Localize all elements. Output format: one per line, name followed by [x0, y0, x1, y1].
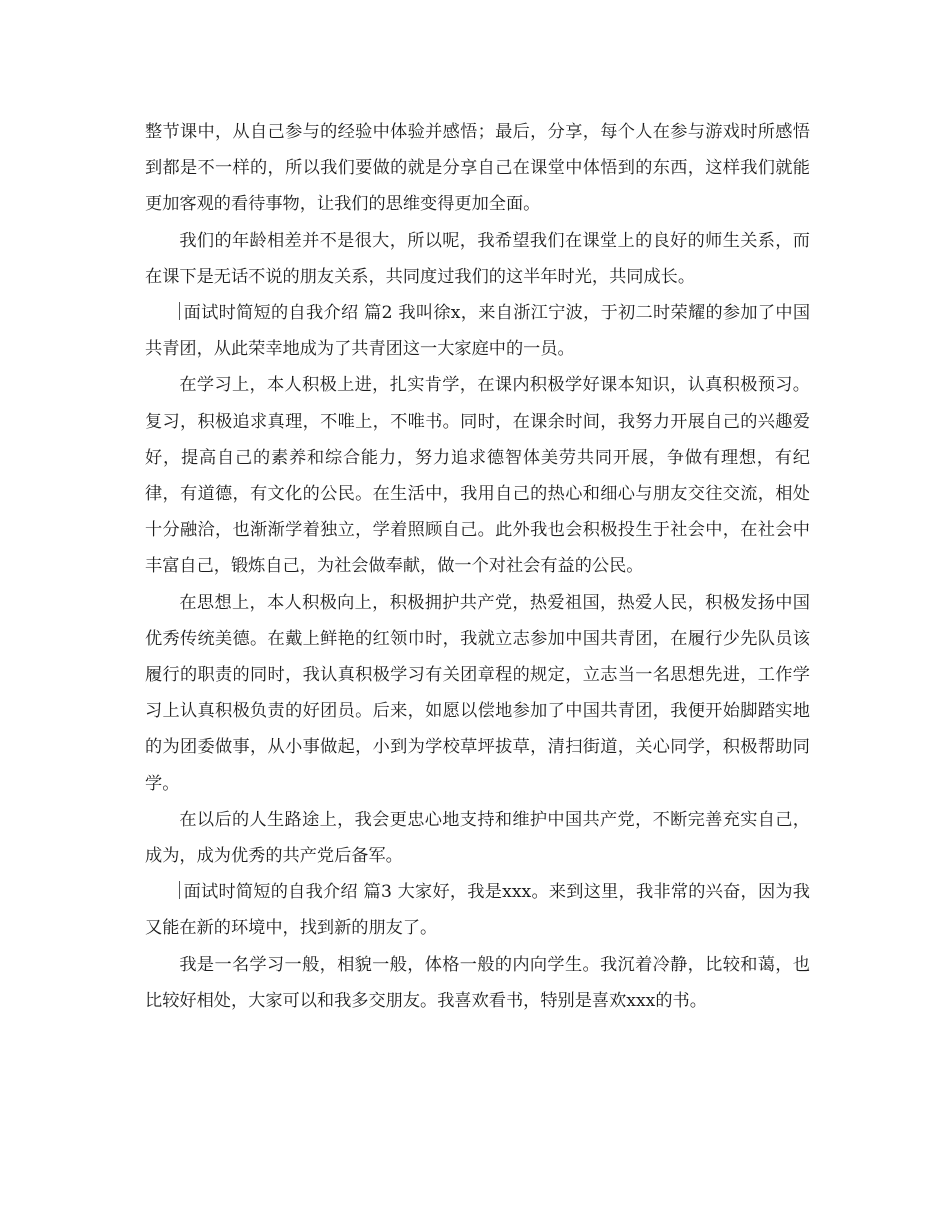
- paragraph-text: 我们的年龄相差并不是很大，所以呢，我希望我们在课堂上的良好的师生关系，而在课下是无话不说的朋友关系，共同度过我们的这半年时光，共同成长。: [145, 230, 810, 287]
- paragraph-age: [145, 223, 810, 295]
- paragraph-text: 在学习上，本人积极上进，扎实肯学，在课内积极学好课本知识，认真积极预习。复习，积极追求真理，不唯上，不唯书。同时，在课余时间，我努力开展自己的兴趣爱好，提高自己的素养和综合能力，努力追求德智体美劳共同开展，争做有理想，有纪律，有道德，有文化的公民。在生活中，我用自己的热心和细心与朋友交往交流，相处十分融洽，也渐渐学着独立，学着照顾自己。此外我也会积极投生于社会中，在社会中丰富自己，锻炼自己，为社会做奉献，做一个对社会有益的公民。: [145, 375, 810, 577]
- paragraph-text: 在思想上，本人积极向上，积极拥护共产党，热爱祖国，热爱人民，积极发扬中国优秀传统美德。在戴上鲜艳的红领巾时，我就立志参加中国共青团，在履行少先队员该履行的职责的同时，我认真积极学习有关团章程的规定，立志当一名思想先进，工作学习上认真积极负责的好团员。后来，如愿以偿地参加了中国共青团，我便开始脚踏实地的为团委做事，从小事做起，小到为学校草坪拔草，清扫街道，关心同学，积极帮助同学。: [145, 592, 810, 794]
- paragraph-study: [145, 367, 810, 584]
- paragraph-thought: [145, 585, 810, 802]
- section-heading: 面试时简短的自我介绍 篇2: [183, 303, 393, 324]
- paragraph-text: 我是一名学习一般，相貌一般，体格一般的内向学生。我沉着冷静，比较和蔼，也比较好相处，大家可以和我多交朋友。我喜欢看书，特别是喜欢xxx的书。: [145, 954, 810, 1011]
- paragraph-text: 在以后的人生路途上，我会更忠心地支持和维护中国共产党，不断完善充实自己，成为，成为优秀的共产党后备军。: [145, 809, 810, 867]
- section-intro-3: [145, 874, 810, 946]
- paragraph-text: 整节课中，从自己参与的经验中体验并感悟；最后，分享，每个人在参与游戏时所感悟到都是不一样的，所以我们要做的就是分享自己在课堂中体悟到的东西，这样我们就能更加客观的看待事物，让我们的思维变得更加全面。: [145, 122, 810, 215]
- paragraph-future: [145, 802, 810, 874]
- section-intro-2: [145, 295, 810, 367]
- paragraph-self: [145, 947, 810, 1019]
- paragraph-continuation: [145, 114, 810, 223]
- paragraph-text: 大家好，我是xxx。来到这里，我非常的兴奋，因为我又能在新的环境中，找到新的朋友了。: [145, 882, 810, 939]
- paragraph-text: 我叫徐x，来自浙江宁波，于初二时荣耀的参加了中国共青团，从此荣幸地成为了共青团这一大家庭中的一员。: [145, 303, 811, 360]
- document-body: [145, 114, 810, 1019]
- section-marker-icon: [179, 881, 180, 899]
- section-heading: 面试时简短的自我介绍 篇3: [183, 882, 392, 903]
- section-marker-icon: [179, 302, 180, 320]
